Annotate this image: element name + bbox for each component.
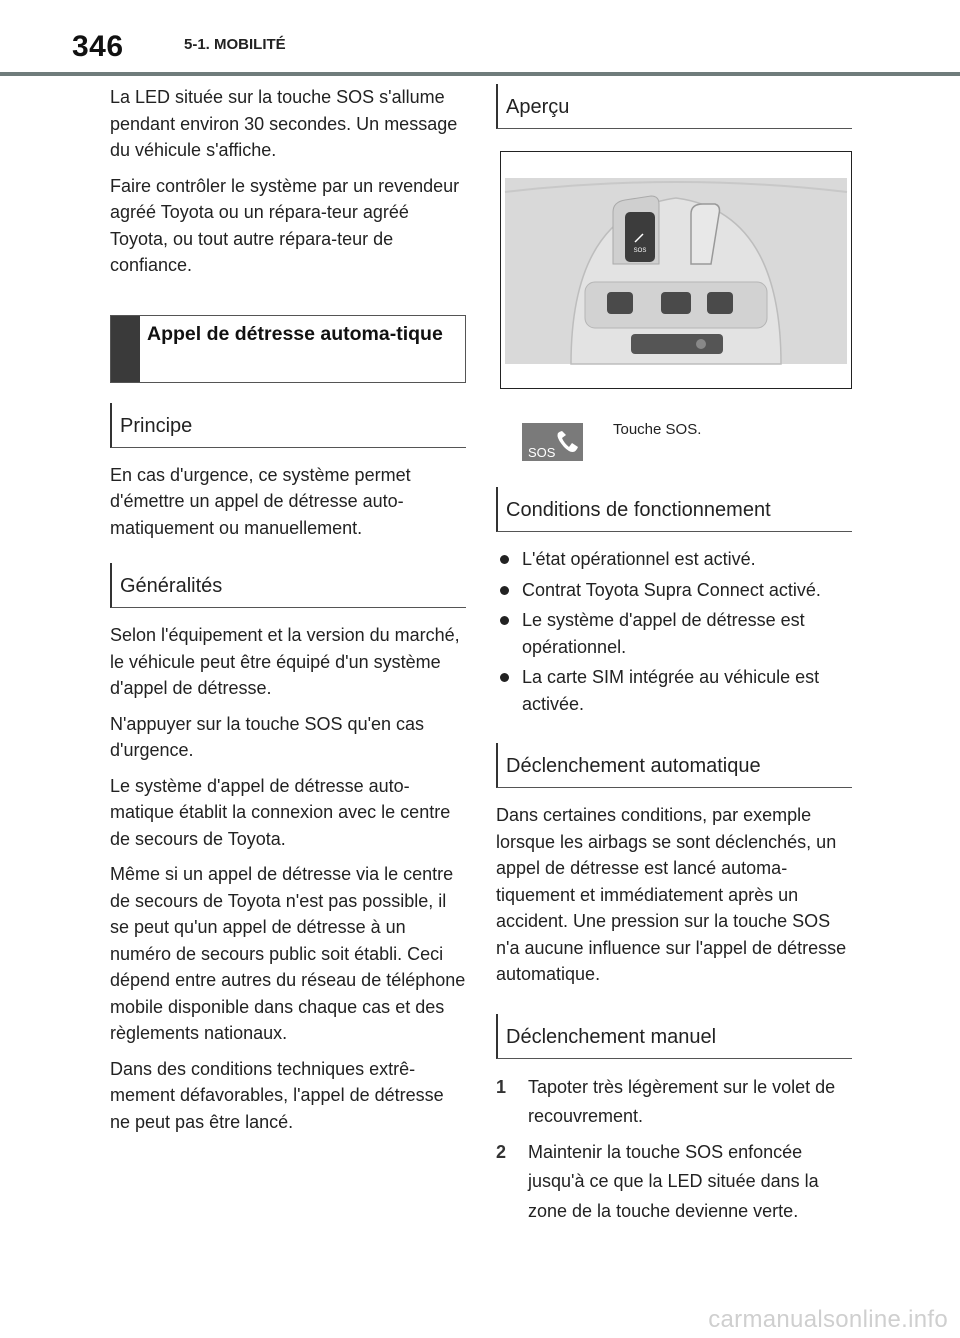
chapter-title: 5-1. MOBILITÉ <box>184 36 286 53</box>
figure-sos-label: SOS <box>633 248 647 254</box>
page-header <box>0 0 960 80</box>
step-item <box>496 1073 852 1132</box>
section-title-box <box>110 315 466 383</box>
intro-paragraph: La LED située sur la touche SOS s'allume pendant environ 30 secondes. Un message du véhicule s'affiche. <box>110 87 458 160</box>
generalites-paragraph: Selon l'équipement et la version du marché, le véhicule peut être équipé d'un système d'appel de détresse. <box>110 625 460 698</box>
conditions-heading <box>496 487 852 532</box>
step-text: Maintenir la touche SOS enfoncée jusqu'à ce que la LED située dans la zone de la touche devienne verte. <box>528 1141 819 1221</box>
sos-phone-icon <box>522 423 583 461</box>
left-column <box>110 84 466 1144</box>
list-item: Le système d'appel de détresse est opérationnel. <box>496 607 852 660</box>
conditions-heading-text: Conditions de fonctionnement <box>506 499 771 521</box>
principe-heading <box>110 403 466 448</box>
step-text: Tapoter très légèrement sur le volet de recouvrement. <box>528 1076 836 1126</box>
header-rule <box>0 72 960 76</box>
page-number: 346 <box>72 30 124 63</box>
manuel-heading-text: Déclenchement manuel <box>506 1025 717 1048</box>
list-item: La carte SIM intégrée au véhicule est activée. <box>496 664 852 717</box>
overhead-console-illustration <box>501 152 851 388</box>
step-item <box>496 1138 852 1227</box>
apercu-heading-text: Aperçu <box>506 96 570 118</box>
generalites-paragraph: Le système d'appel de détresse auto-matique établit la connexion avec le centre de secours de Toyota. <box>110 775 451 849</box>
auto-heading <box>496 743 852 788</box>
intro-paragraph: Faire contrôler le système par un revendeur agréé Toyota ou un répara-teur agréé Toyota, ou tout autre répara-teur de confiance. <box>110 175 460 275</box>
legend-item <box>496 423 852 469</box>
sos-icon-label: SOS <box>528 445 556 460</box>
step-number: 1 <box>496 1076 507 1097</box>
conditions-list <box>496 546 852 717</box>
principe-heading-text: Principe <box>120 414 193 437</box>
generalites-heading <box>110 563 466 608</box>
auto-heading-text: Déclenchement automatique <box>506 755 761 777</box>
generalites-paragraph: N'appuyer sur la touche SOS qu'en cas d'urgence. <box>110 713 425 760</box>
manuel-heading <box>496 1014 852 1059</box>
step-number: 2 <box>496 1141 507 1162</box>
generalites-paragraph: Même si un appel de détresse via le centre de secours de Toyota n'est pas possible, il se peut qu'un appel de détresse à un numéro de secours public soit établi. Ceci dépend entre autres du réseau de téléphone mobile disponible dans chaque cas et des règlements nationaux. <box>110 864 466 1043</box>
right-column <box>496 84 852 1232</box>
auto-paragraph: Dans certaines conditions, par exemple lorsque les airbags se sont déclenchés, un appel de détresse est lancé automa-tiquement et immédiatement après un accident. Une pression sur la touche SOS n'a aucune influence sur l'appel de détresse automatique. <box>496 805 847 984</box>
apercu-heading <box>496 84 852 129</box>
generalites-paragraph: Dans des conditions techniques extrê-mement défavorables, l'appel de détresse ne peut pas être lancé. <box>110 1058 444 1132</box>
watermark: carmanualsonline.info <box>708 1306 948 1333</box>
section-title: Appel de détresse automa-tique <box>147 322 443 345</box>
list-item: Contrat Toyota Supra Connect activé. <box>496 577 852 604</box>
legend-text: Touche SOS. <box>613 421 702 438</box>
overhead-console-figure <box>500 151 852 389</box>
generalites-heading-text: Généralités <box>120 575 223 597</box>
section-title-bar <box>111 316 140 382</box>
list-item: L'état opérationnel est activé. <box>496 546 852 573</box>
principe-paragraph: En cas d'urgence, ce système permet d'émettre un appel de détresse auto-matiquement ou manuellement. <box>110 464 411 538</box>
